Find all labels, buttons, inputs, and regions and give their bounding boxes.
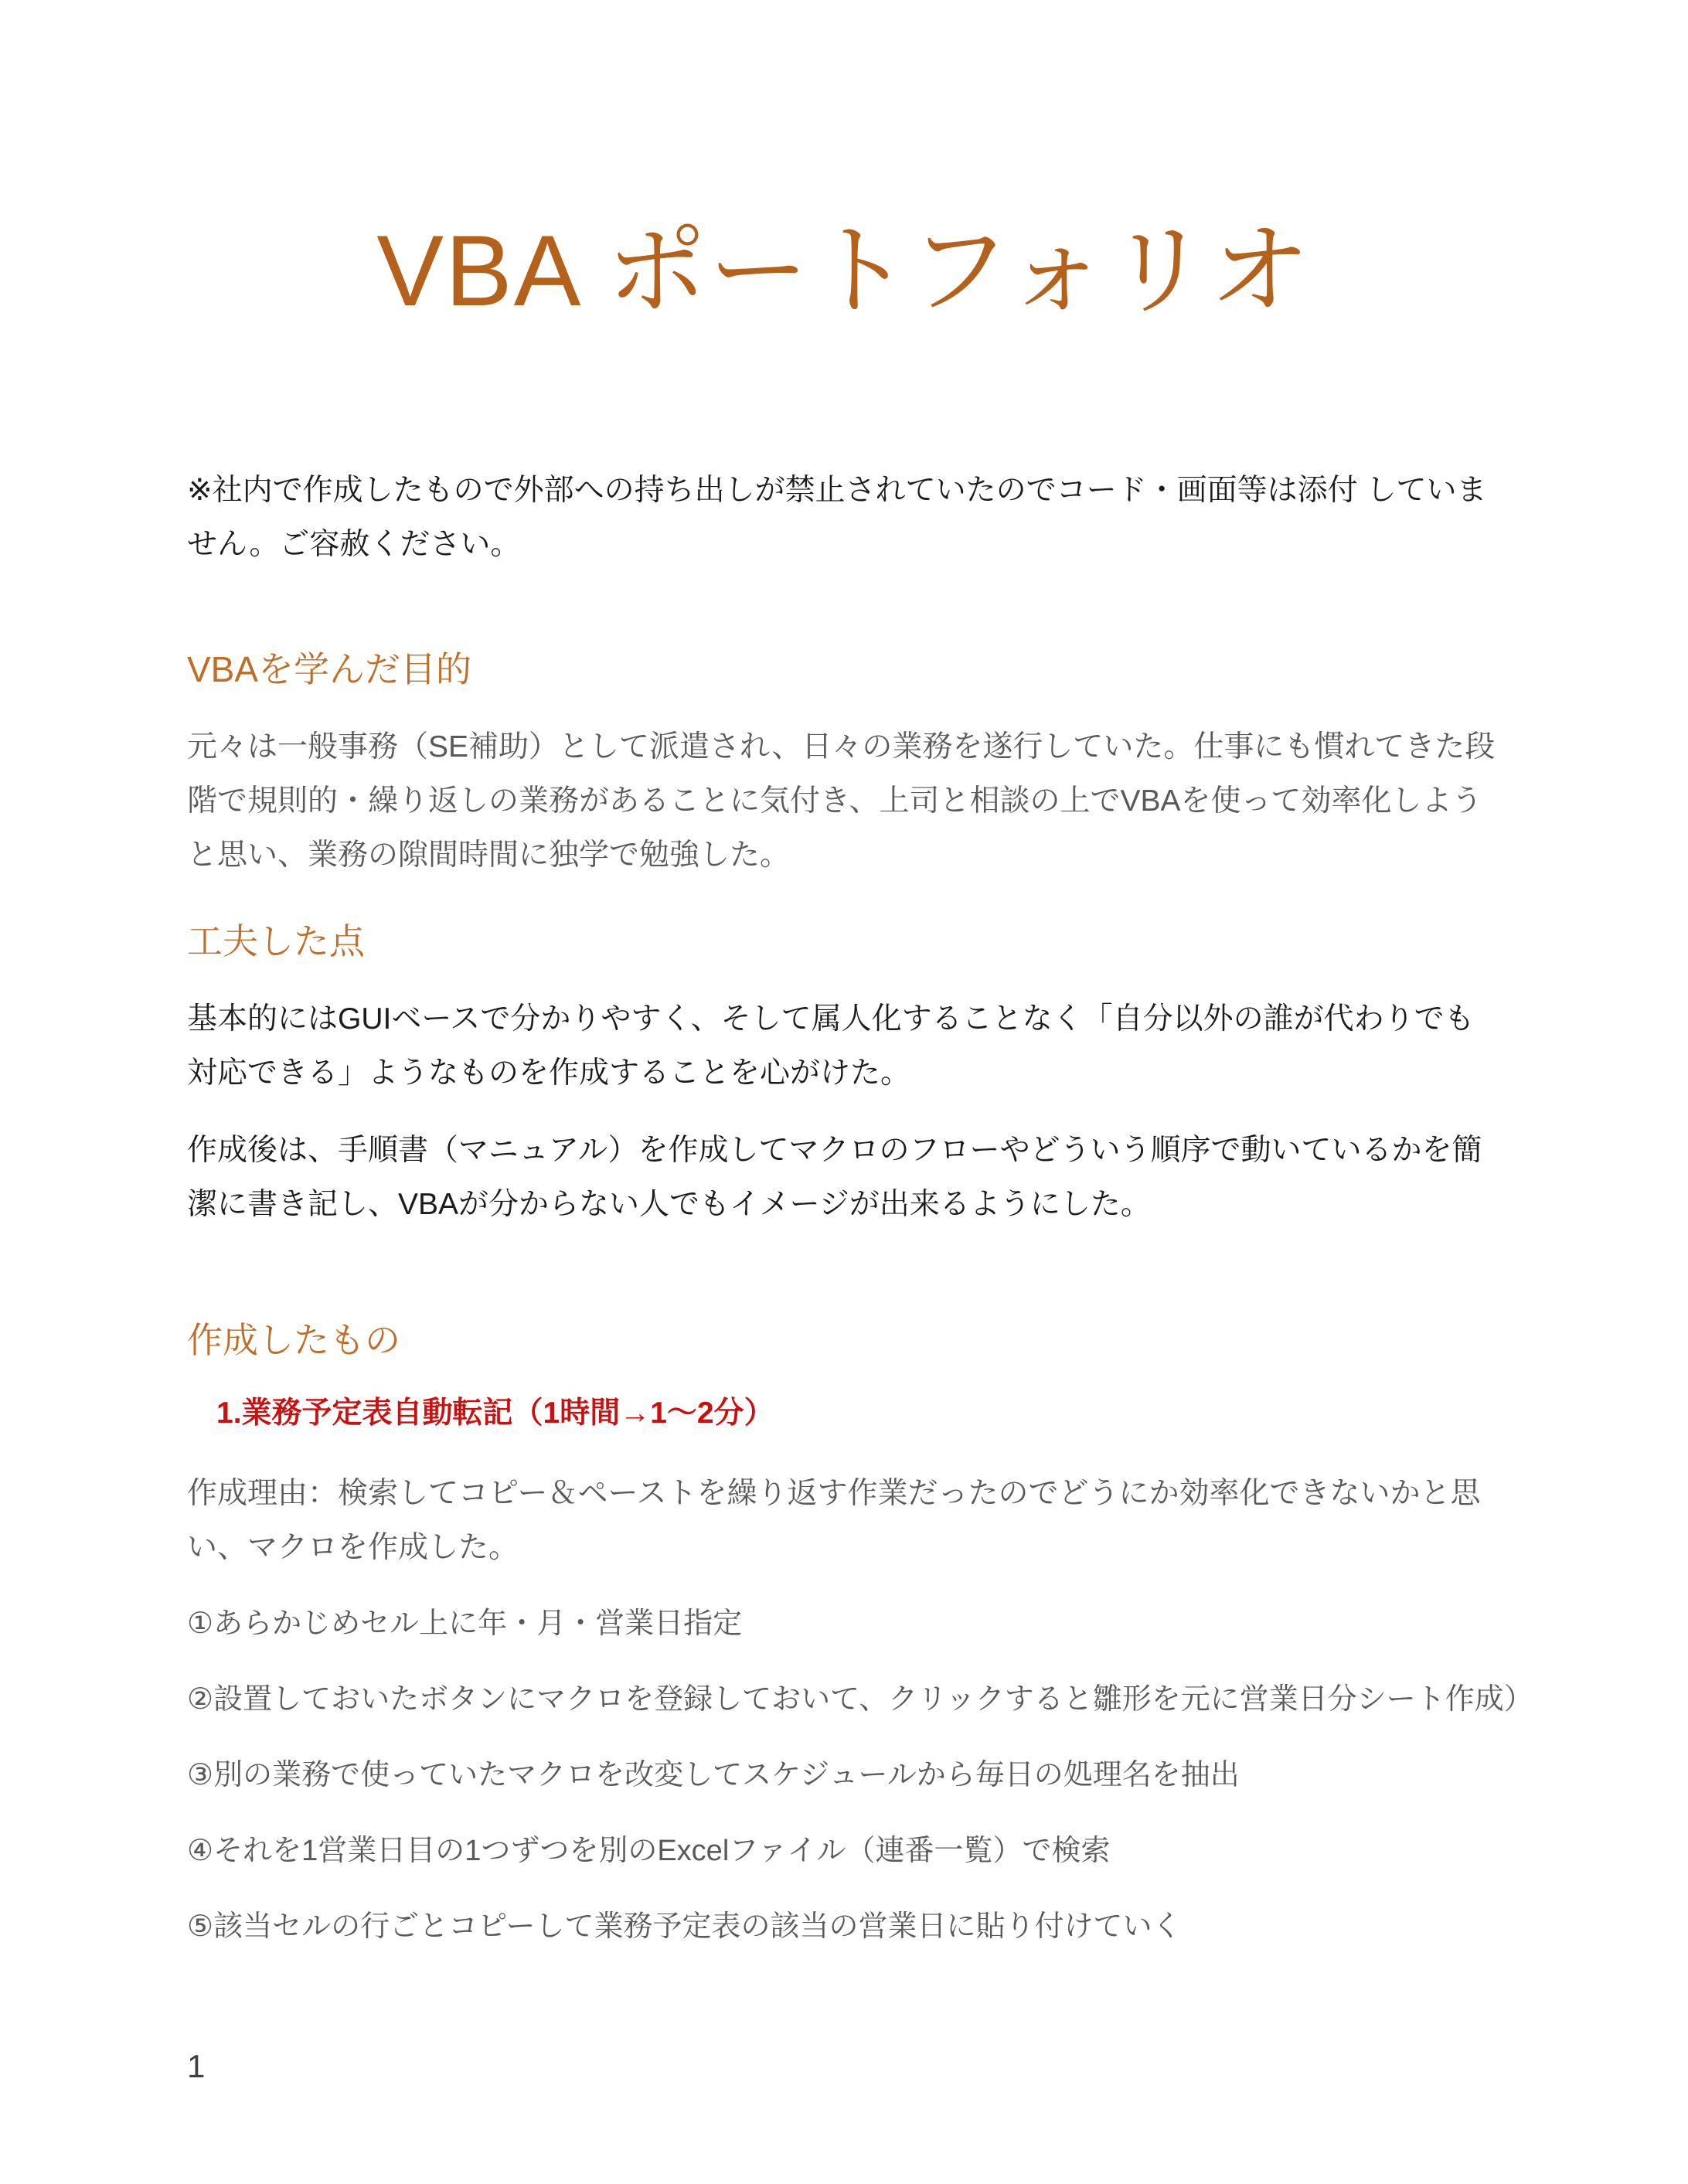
step-item-3: ③別の業務で使っていたマクロを改変してスケジュールから毎日の処理名を抽出 [187, 1759, 1240, 1791]
step-item-1: ①あらかじめセル上に年・月・営業日指定 [187, 1607, 743, 1640]
step-item-2: ②設置しておいたボタンにマクロを登録しておいて、クリックすると雛形を元に営業日分シート作成） [187, 1683, 1533, 1716]
section-heading-created-items: 作成したもの [187, 1320, 400, 1360]
body-paragraph-creation-reason: 作成理由：検索してコピー＆ペーストを繰り返す作業だったのでどうにか効率化できないかと思い、マクロを作成した。 [187, 1477, 1481, 1564]
body-paragraph-manual: 作成後は、手順書（マニュアル）を作成してマクロのフローやどういう順序で動いているかを簡潔に書き記し、VBAが分からない人でもイメージが出来るようにした。 [187, 1134, 1482, 1221]
document-title: VBA ポートフォリオ [376, 214, 1312, 327]
body-paragraph-origin: 元々は一般事務（SE補助）として派遣され、日々の業務を遂行していた。仕事にも慣れてきた段階で規則的・繰り返しの業務があることに気付き、上司と相談の上でVBAを使って効率化しようと思い、業務の隙間時間に独学で勉強した。 [187, 730, 1496, 872]
step-item-4: ④それを1営業日目の1つずつを別のExcelファイル（連番一覧）で検索 [187, 1835, 1111, 1867]
step-item-5: ⑤該当セルの行ごとコピーして業務予定表の該当の営業日に貼り付けていく [187, 1910, 1182, 1943]
note-paragraph: ※社内で作成したもので外部への持ち出しが禁止されていたのでコード・画面等は添付 していません。ご容赦ください。 [187, 474, 1487, 561]
step-list [187, 1597, 1533, 1954]
page-number: 1 [187, 2048, 206, 2084]
item-title-schedule-auto-transfer: 1.業務予定表自動転記（1時間→1～2分） [216, 1396, 774, 1430]
section-heading-learning-purpose: VBAを学んだ目的 [187, 649, 472, 689]
section-heading-improvements: 工夫した点 [187, 921, 365, 961]
body-paragraph-gui-based: 基本的にはGUIベースで分かりやすく、そして属人化することなく「自分以外の誰が代わりでも対応できる」ようなものを作成することを心がけた。 [187, 1002, 1475, 1090]
